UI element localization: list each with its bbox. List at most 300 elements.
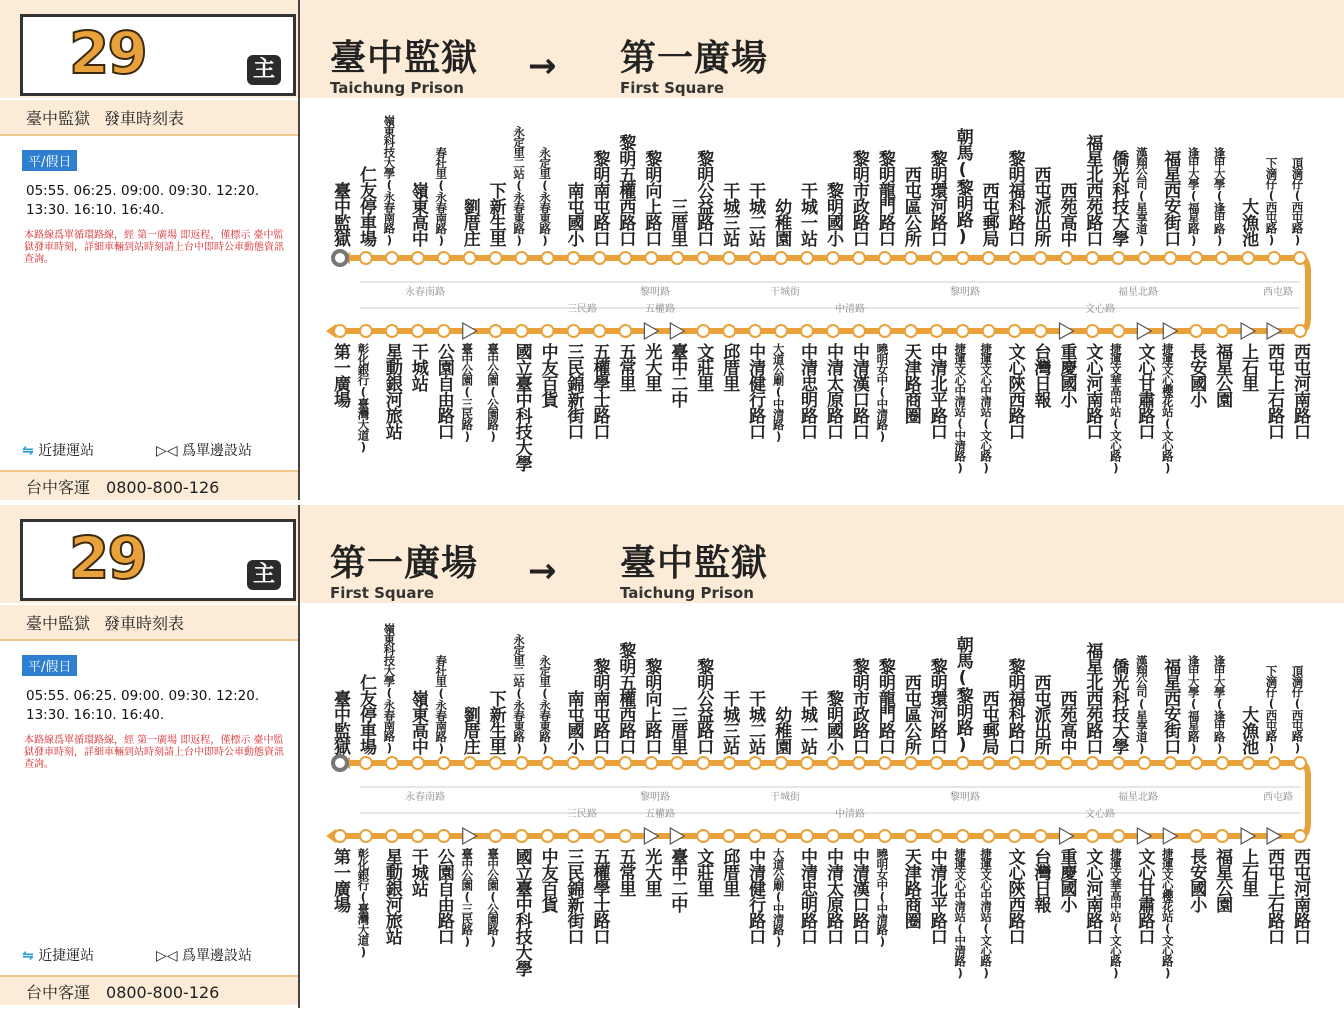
stop-marker [1060, 757, 1072, 769]
road-label: 干城街 [770, 792, 800, 803]
single-side-stop-icon [670, 323, 684, 339]
bottom-stop-label: 長安國小 [1186, 343, 1207, 407]
bottom-stop-label: 星動銀河旅站 [381, 848, 402, 944]
stop-marker [1035, 252, 1047, 264]
route-path [332, 763, 1308, 836]
stop-marker [853, 757, 865, 769]
stop-marker [671, 757, 683, 769]
top-stop-label: 下滴仔(西屯路) [1264, 665, 1279, 754]
single-side-stop-icon [1163, 323, 1177, 339]
bottom-stop-label: 中清北平路口 [926, 343, 947, 439]
stop-marker [1060, 252, 1072, 264]
route-panel-outbound [0, 0, 1344, 500]
stop-marker [333, 251, 347, 265]
top-stop-label: 干城二站 [745, 182, 766, 246]
stop-marker [1086, 252, 1098, 264]
bottom-stop-label: 三民錦新街口 [563, 343, 584, 439]
road-label: 干城街 [770, 287, 800, 298]
times-line-1: 05:55. 06:25. 09:00. 09:30. 12:20. [26, 183, 260, 199]
top-stop-label: 逢甲大學(逢甲路) [1212, 654, 1227, 754]
top-stop-label: 臺中監獄 [330, 182, 350, 246]
bottom-stop-label: 西屯上石路口 [1264, 848, 1285, 944]
stop-marker [619, 252, 631, 264]
top-stop-label: 嶺東科技大學(永春南路) [382, 115, 397, 246]
stop-marker [490, 252, 502, 264]
stop-marker [542, 252, 554, 264]
stop-marker [1294, 830, 1306, 842]
stop-marker [490, 830, 502, 842]
bottom-stop-label: 中友百貨 [537, 848, 558, 912]
top-stop-label: 黎明向上路口 [641, 150, 662, 246]
top-stop-label: 下滴仔(西屯路) [1264, 157, 1279, 246]
stop-marker [801, 830, 813, 842]
destination-en: First Square [620, 79, 725, 97]
bottom-stop-label: 文心甘肅路口 [1134, 343, 1155, 439]
route-number: 29 [69, 19, 146, 87]
stop-marker [334, 325, 346, 337]
stop-marker [1086, 325, 1098, 337]
bottom-stop-label: 三民錦新街口 [563, 848, 584, 944]
operator-phone: 0800-800-126 [106, 983, 220, 1002]
top-stop-label: 南屯國小 [563, 690, 584, 754]
stop-marker [645, 252, 657, 264]
top-stop-label: 干城一站 [797, 182, 818, 246]
top-stop-label: 西屯派出所 [1030, 674, 1051, 754]
stop-marker [853, 252, 865, 264]
bottom-stop-label: 捷運文華高中站(文心路) [1108, 343, 1123, 474]
destination-zh: 臺中監獄 [620, 543, 769, 584]
stop-marker [775, 325, 787, 337]
stop-marker [1216, 757, 1228, 769]
top-stop-label: 劉厝庄 [459, 198, 480, 246]
top-stop-label: 頂滴仔(西屯路) [1290, 665, 1305, 754]
top-stop-label: 黎明公益路口 [693, 150, 714, 246]
top-stop-label: 黎明向上路口 [641, 658, 662, 754]
mrt-icon: ⇋ [22, 948, 34, 964]
stop-marker [1112, 830, 1124, 842]
single-side-stop-icon [1241, 323, 1255, 339]
times-line-2: 13:30. 16:10. 16:40. [26, 202, 165, 218]
top-stop-label: 黎明南屯路口 [589, 150, 610, 246]
mrt-icon: ⇋ [22, 443, 34, 459]
top-stop-label: 朝馬(黎明路) [952, 636, 973, 754]
bottom-stop-label: 大道公廟(中清路) [771, 848, 786, 948]
stop-marker [593, 325, 605, 337]
stop-marker [412, 757, 424, 769]
stop-marker [853, 830, 865, 842]
road-label: 五權路 [645, 304, 675, 315]
stop-marker [801, 757, 813, 769]
stop-marker [957, 830, 969, 842]
top-stop-label: 逢甲大學(福星路) [1186, 146, 1201, 246]
stop-marker [957, 325, 969, 337]
bottom-stop-label: 中清太原路口 [822, 848, 843, 944]
stop-marker [671, 252, 683, 264]
stop-marker [749, 757, 761, 769]
bottom-stop-label: 五常里 [615, 343, 636, 391]
stop-marker [1112, 325, 1124, 337]
origin-zh: 第一廣場 [330, 543, 479, 584]
stop-marker [749, 325, 761, 337]
bottom-stop-label: 邱厝里 [719, 343, 740, 391]
stop-marker [568, 252, 580, 264]
top-stop-label: 仁友停車場 [355, 674, 376, 754]
direction-arrow-icon: → [528, 551, 557, 591]
bottom-stop-label: 中清健行路口 [745, 848, 766, 944]
road-label: 文心路 [1085, 304, 1115, 315]
road-label: 三民路 [567, 304, 597, 315]
top-stop-label: 黎明市政路口 [848, 150, 869, 246]
top-stop-label: 黎明福科路口 [1004, 658, 1025, 754]
bottom-stop-label: 文心河南路口 [1082, 848, 1103, 944]
stop-marker [386, 757, 398, 769]
top-stop-label: 頂滴仔(西屯路) [1290, 157, 1305, 246]
road-label: 福星北路 [1118, 287, 1158, 298]
stop-marker [360, 830, 372, 842]
stop-marker [827, 830, 839, 842]
bottom-stop-label: 上石里 [1238, 848, 1259, 896]
stop-marker [593, 830, 605, 842]
stop-marker [1190, 325, 1202, 337]
single-side-stop-icon [463, 323, 477, 339]
stop-marker [905, 252, 917, 264]
stop-marker [386, 325, 398, 337]
stop-marker [931, 325, 943, 337]
stop-marker [1009, 252, 1021, 264]
main-route-badge: 主 [247, 55, 281, 85]
bottom-stop-label: 文莊里 [693, 343, 714, 391]
stop-marker [983, 757, 995, 769]
bottom-stop-label: 公園自由路口 [433, 848, 454, 944]
top-stop-label: 黎明環河路口 [926, 150, 947, 246]
single-side-stop-icon [463, 828, 477, 844]
stop-marker [905, 757, 917, 769]
stop-marker [827, 325, 839, 337]
stop-marker [801, 252, 813, 264]
stop-marker [412, 830, 424, 842]
bottom-stop-label: 中清太原路口 [822, 343, 843, 439]
top-stop-label: 黎明龍門路口 [874, 658, 895, 754]
top-stop-label: 大漁池 [1238, 706, 1259, 754]
bottom-stop-label: 臺中公園(三民路) [460, 343, 475, 443]
stop-marker [1138, 252, 1150, 264]
stop-marker [879, 252, 891, 264]
top-stop-label: 黎明南屯路口 [589, 658, 610, 754]
top-stop-label: 西屯郵局 [978, 690, 999, 754]
bottom-stop-label: 天津路商圈 [900, 848, 921, 928]
bottom-stop-label: 五權學士路口 [589, 848, 610, 944]
bottom-stop-label: 中清忠明路口 [797, 848, 818, 944]
stop-marker [1190, 757, 1202, 769]
stop-marker [386, 252, 398, 264]
stop-marker [723, 252, 735, 264]
legend-single: 爲單邊設站 [182, 443, 252, 459]
direction-arrow-icon: → [528, 46, 557, 86]
legend-single: 爲單邊設站 [182, 948, 252, 964]
stop-marker [568, 830, 580, 842]
stop-marker [749, 830, 761, 842]
bottom-stop-label: 捷運文心中清站(文心路) [979, 343, 994, 474]
single-side-icon: ▷◁ [156, 443, 178, 459]
bottom-stop-label: 台灣日報 [1030, 848, 1051, 912]
single-side-stop-icon [1163, 828, 1177, 844]
single-side-stop-icon [1059, 828, 1073, 844]
bottom-stop-label: 中清北平路口 [926, 848, 947, 944]
stop-marker [542, 830, 554, 842]
bottom-stop-label: 公園自由路口 [433, 343, 454, 439]
stop-marker [516, 757, 528, 769]
destination-en: Taichung Prison [620, 584, 754, 602]
timetable-origin: 臺中監獄 [26, 614, 91, 633]
stop-marker [542, 325, 554, 337]
stop-marker [1035, 830, 1047, 842]
top-stop-label: 福星西安街口 [1160, 658, 1181, 754]
stop-marker [1216, 252, 1228, 264]
top-stop-label: 干城三站 [719, 690, 740, 754]
top-stop-label: 幼稚園 [771, 706, 792, 754]
stop-marker [697, 830, 709, 842]
road-label: 永春南路 [405, 792, 445, 803]
road-label: 五權路 [645, 809, 675, 820]
bottom-stop-label: 捷運文心櫻花站(文心路) [1160, 848, 1175, 979]
bottom-stop-label: 上石里 [1238, 343, 1259, 391]
top-stop-label: 黎明五權西路口 [615, 134, 636, 246]
road-label: 黎明路 [950, 792, 980, 803]
top-stop-label: 干城一站 [797, 690, 818, 754]
top-stop-label: 漢翔公司(星享道) [1134, 654, 1149, 754]
top-stop-label: 西屯派出所 [1030, 166, 1051, 246]
origin-en: First Square [330, 584, 435, 602]
bottom-stop-label: 國立臺中科技大學 [511, 848, 532, 976]
top-stop-label: 僑光科技大學 [1108, 658, 1129, 754]
stop-marker [775, 252, 787, 264]
single-side-stop-icon [1241, 828, 1255, 844]
stop-marker [412, 252, 424, 264]
stop-marker [1112, 757, 1124, 769]
day-badge: 平/假日 [22, 655, 77, 676]
bottom-stop-label: 邱厝里 [719, 848, 740, 896]
stop-marker [412, 325, 424, 337]
stop-marker [1190, 252, 1202, 264]
bottom-stop-label: 第一廣場 [330, 343, 350, 407]
bottom-stop-label: 中清漢口路口 [848, 848, 869, 944]
stop-marker [1294, 325, 1306, 337]
route-note: 本路線爲單循環路線，經 第一廣場 即返程，僅標示 臺中監獄發車時刻，詳細車輛到站時刻請上台中即時公車動態資訊查詢。 [24, 735, 284, 770]
top-stop-label: 永定里二站(永春東路) [512, 633, 527, 754]
single-side-stop-icon [1267, 323, 1281, 339]
top-stop-label: 下新生里 [485, 690, 506, 754]
road-label: 黎明路 [950, 287, 980, 298]
top-stop-label: 干城三站 [719, 182, 740, 246]
route-number: 29 [69, 524, 146, 592]
stop-marker [1216, 325, 1228, 337]
operator-name: 台中客運 [26, 983, 91, 1002]
top-stop-label: 春社里(永春南路) [434, 146, 449, 246]
bottom-stop-label: 福星公園 [1212, 848, 1233, 912]
stop-marker [1294, 757, 1306, 769]
route-path [332, 258, 1308, 331]
operator-phone: 0800-800-126 [106, 478, 220, 497]
single-side-stop-icon [644, 323, 658, 339]
top-stop-label: 臺中監獄 [330, 690, 350, 754]
bottom-stop-label: 干城站 [407, 343, 428, 391]
stop-marker [879, 830, 891, 842]
road-label: 西屯路 [1263, 792, 1293, 803]
stop-marker [957, 757, 969, 769]
stop-marker [568, 757, 580, 769]
stop-marker [438, 830, 450, 842]
top-stop-label: 劉厝庄 [459, 706, 480, 754]
stop-marker [1164, 252, 1176, 264]
bottom-stop-label: 文心陝西路口 [1004, 343, 1025, 439]
bottom-stop-label: 捷運文心中清站(中清路) [953, 343, 968, 474]
stop-marker [1242, 757, 1254, 769]
stop-marker [1268, 252, 1280, 264]
stop-marker [1009, 830, 1021, 842]
road-label: 西屯路 [1263, 287, 1293, 298]
top-stop-label: 永定里二站(永春東路) [512, 125, 527, 246]
bottom-stop-label: 彰化銀行(臺灣大道) [356, 343, 371, 453]
stop-marker [1294, 252, 1306, 264]
top-stop-label: 嶺東高中 [407, 690, 428, 754]
bottom-stop-label: 星動銀河旅站 [381, 343, 402, 439]
stop-marker [723, 830, 735, 842]
bottom-stop-label: 重慶國小 [1056, 343, 1077, 407]
stop-marker [931, 252, 943, 264]
bottom-stop-label: 文莊里 [693, 848, 714, 896]
stop-marker [1190, 830, 1202, 842]
stop-marker [983, 830, 995, 842]
bottom-stop-label: 西屯上石路口 [1264, 343, 1285, 439]
bottom-stop-label: 捷運文心櫻花站(文心路) [1160, 343, 1175, 474]
single-side-stop-icon [1137, 828, 1151, 844]
stop-marker [516, 830, 528, 842]
top-stop-label: 黎明環河路口 [926, 658, 947, 754]
top-stop-label: 僑光科技大學 [1108, 150, 1129, 246]
top-stop-label: 西屯區公所 [900, 674, 921, 754]
bottom-stop-label: 曉明女中(中清路) [875, 848, 890, 948]
road-label: 文心路 [1085, 809, 1115, 820]
top-stop-label: 春社里(永春南路) [434, 654, 449, 754]
bottom-stop-label: 五常里 [615, 848, 636, 896]
bottom-stop-label: 彰化銀行(臺灣大道) [356, 848, 371, 958]
bottom-stop-label: 文心河南路口 [1082, 343, 1103, 439]
stop-marker [905, 325, 917, 337]
bottom-stop-label: 第一廣場 [330, 848, 350, 912]
legend-mrt: 近捷運站 [38, 948, 95, 964]
top-stop-label: 逢甲大學(福星路) [1186, 654, 1201, 754]
day-badge: 平/假日 [22, 150, 77, 171]
stop-marker [853, 325, 865, 337]
stop-marker [827, 252, 839, 264]
road-label: 中清路 [835, 304, 865, 315]
stop-marker [516, 325, 528, 337]
top-stop-label: 幼稚園 [771, 198, 792, 246]
top-stop-label: 西苑高中 [1056, 182, 1077, 246]
top-stop-label: 黎明五權西路口 [615, 642, 636, 754]
stop-marker [360, 252, 372, 264]
bottom-stop-label: 天津路商圈 [900, 343, 921, 423]
stop-marker [516, 252, 528, 264]
road-label: 黎明路 [640, 792, 670, 803]
single-side-stop-icon [644, 828, 658, 844]
origin-en: Taichung Prison [330, 79, 464, 97]
bottom-stop-label: 中清忠明路口 [797, 343, 818, 439]
stop-marker [464, 757, 476, 769]
stop-marker [1112, 252, 1124, 264]
stop-marker [386, 830, 398, 842]
top-stop-label: 逢甲大學(逢甲路) [1212, 146, 1227, 246]
bottom-stop-label: 臺中二中 [667, 343, 688, 407]
bottom-stop-label: 干城站 [407, 848, 428, 896]
stop-marker [697, 325, 709, 337]
stop-marker [827, 757, 839, 769]
top-stop-label: 黎明龍門路口 [874, 150, 895, 246]
single-side-stop-icon [670, 828, 684, 844]
stop-marker [931, 757, 943, 769]
route-note: 本路線爲單循環路線，經 第一廣場 即返程，僅標示 臺中監獄發車時刻，詳細車輛到站時刻請上台中即時公車動態資訊查詢。 [24, 230, 284, 265]
timetable-suffix: 發車時刻表 [104, 614, 185, 633]
stop-marker [1009, 325, 1021, 337]
stop-marker [723, 325, 735, 337]
top-stop-label: 大漁池 [1238, 198, 1259, 246]
top-stop-label: 西屯郵局 [978, 182, 999, 246]
stop-marker [619, 830, 631, 842]
top-stop-label: 永定里(永春東路) [538, 146, 553, 246]
stop-marker [775, 830, 787, 842]
stop-marker [333, 756, 347, 770]
bottom-stop-label: 光大里 [641, 848, 662, 896]
stop-marker [749, 252, 761, 264]
stop-marker [490, 757, 502, 769]
bottom-stop-label: 中清漢口路口 [848, 343, 869, 439]
bottom-stop-label: 臺中公園(公園路) [486, 848, 501, 948]
stop-marker [645, 757, 657, 769]
road-label: 黎明路 [640, 287, 670, 298]
bottom-stop-label: 捷運文心中清站(中清路) [953, 848, 968, 979]
top-stop-label: 西苑高中 [1056, 690, 1077, 754]
stop-marker [723, 757, 735, 769]
bottom-stop-label: 文心陝西路口 [1004, 848, 1025, 944]
bottom-stop-label: 捷運文心中清站(文心路) [979, 848, 994, 979]
bottom-stop-label: 西屯河南路口 [1290, 848, 1310, 944]
top-stop-label: 黎明市政路口 [848, 658, 869, 754]
top-stop-label: 黎明公益路口 [693, 658, 714, 754]
main-route-badge: 主 [247, 560, 281, 590]
stop-marker [983, 325, 995, 337]
timetable-suffix: 發車時刻表 [104, 109, 185, 128]
top-stop-label: 南屯國小 [563, 182, 584, 246]
stop-marker [983, 252, 995, 264]
bottom-stop-label: 福星公園 [1212, 343, 1233, 407]
top-stop-label: 仁友停車場 [355, 166, 376, 246]
stop-marker [334, 830, 346, 842]
stop-marker [593, 252, 605, 264]
top-stop-label: 漢翔公司(星享道) [1134, 146, 1149, 246]
stop-marker [1009, 757, 1021, 769]
top-stop-label: 永定里(永春東路) [538, 654, 553, 754]
top-stop-label: 黎明福科路口 [1004, 150, 1025, 246]
legend-mrt: 近捷運站 [38, 443, 95, 459]
stop-marker [1138, 757, 1150, 769]
times-line-1: 05:55. 06:25. 09:00. 09:30. 12:20. [26, 688, 260, 704]
stop-marker [697, 757, 709, 769]
top-stop-label: 西屯區公所 [900, 166, 921, 246]
stop-marker [1086, 757, 1098, 769]
destination-zh: 第一廣場 [620, 38, 769, 79]
bottom-stop-label: 國立臺中科技大學 [511, 343, 532, 471]
bottom-stop-label: 臺中公園(三民路) [460, 848, 475, 948]
